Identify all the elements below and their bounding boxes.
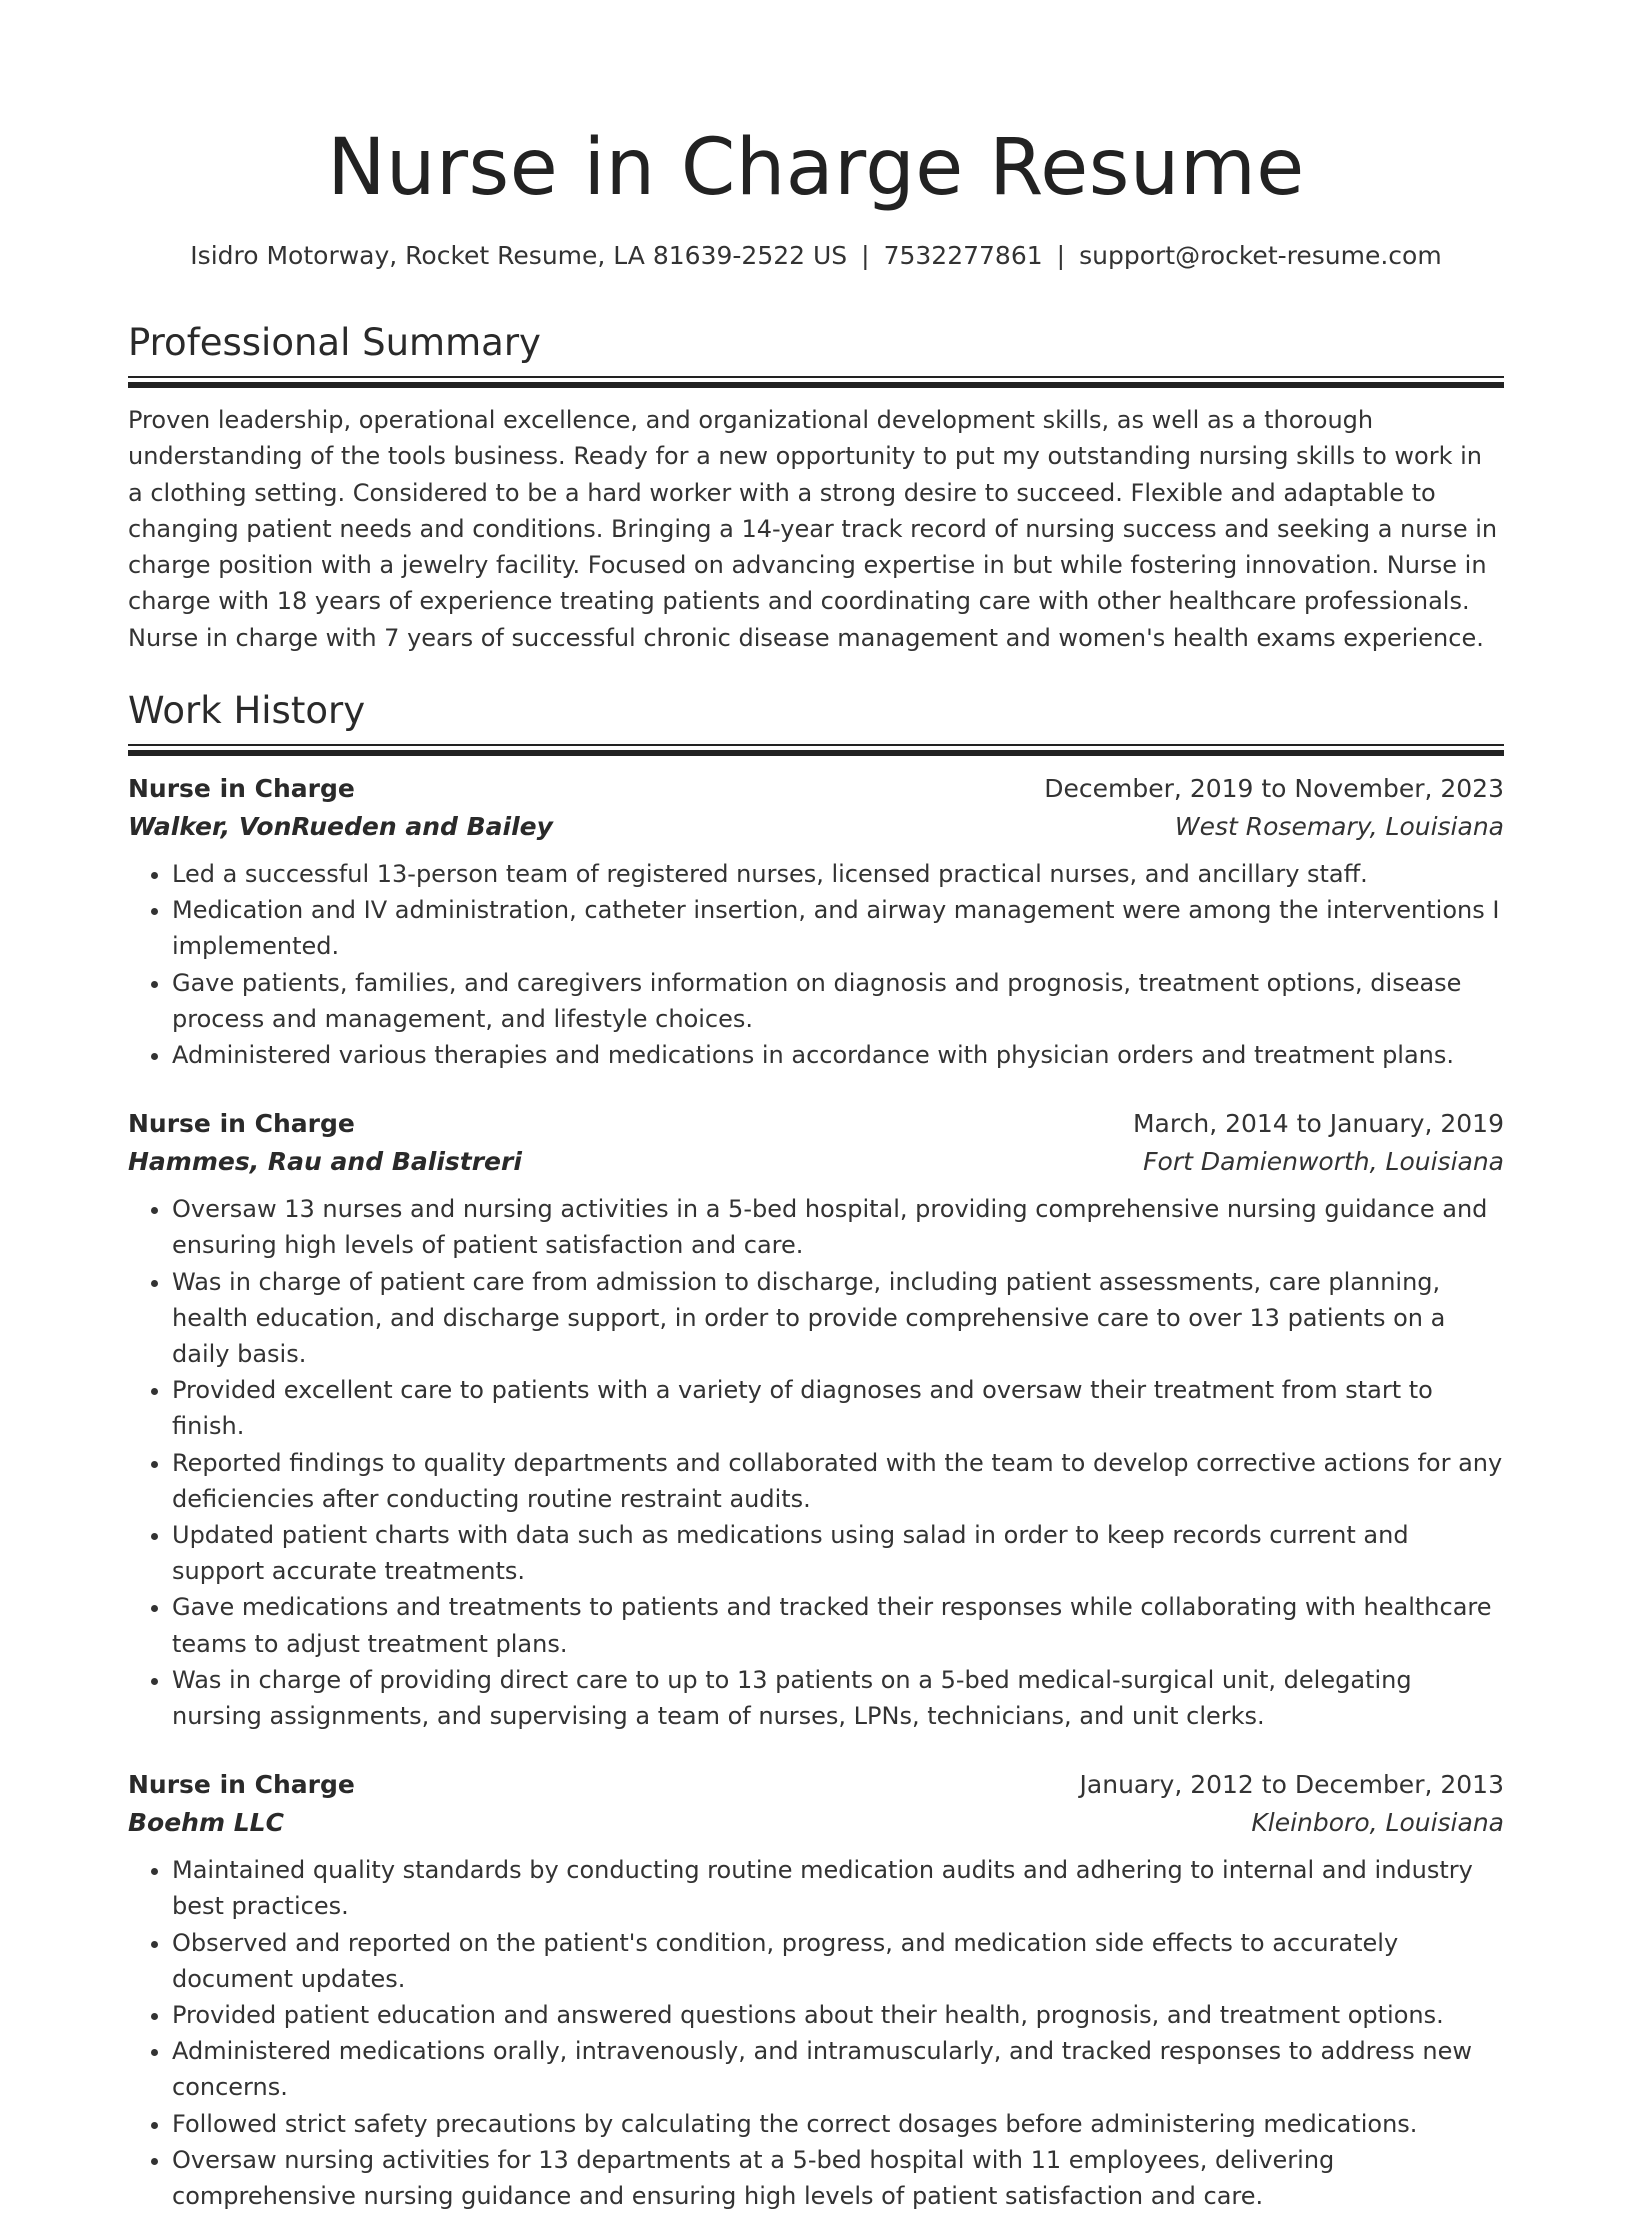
section-divider [128,376,1504,378]
section-title-summary: Professional Summary [128,321,541,364]
contact-email: support@rocket-resume.com [1079,241,1442,270]
section-divider [128,744,1504,746]
bullet-item: • Oversaw 13 nurses and nursing activities in a 5-bed hospital, providing comprehensive nursing guidance and ensuring high levels of patient satisfaction and care. [172,1191,1504,1263]
bullet-item: • Was in charge of providing direct care to up to 13 patients on a 5-bed medical-surgical unit, delegating nursing assignments, and supervising a team of nurses, LPNs, technicians, and unit clerks. [172,1662,1504,1734]
job-title: Nurse in Charge [128,1770,355,1800]
contact-separator: | [1056,241,1066,270]
section-divider-thick [128,382,1504,388]
section-title-work-history: Work History [128,689,366,732]
bullet-item: • Oversaw nursing activities for 13 departments at a 5-bed hospital with 11 employees, delivering comprehensive nursing guidance and ensuring high levels of patient satisfaction and care. [172,2142,1504,2214]
job-dates: January, 2012 to December, 2013 [1079,1770,1504,1800]
job-title: Nurse in Charge [128,774,355,803]
bullet-item: • Provided excellent care to patients with a variety of diagnoses and oversaw their treatment from start to finish. [172,1372,1504,1444]
bullet-item: • Provided patient education and answered questions about their health, prognosis, and treatment options. [172,1997,1504,2033]
bullet-item: • Led a successful 13-person team of registered nurses, licensed practical nurses, and ancillary staff. [172,856,1504,892]
bullet-item: • Reported findings to quality departments and collaborated with the team to develop corrective actions for any deficiencies after conducting routine restraint audits. [172,1445,1504,1517]
contact-separator: | [861,241,870,270]
company-name: Boehm LLC [128,1808,284,1838]
job-dates: December, 2019 to November, 2023 [1044,774,1504,803]
job-bullets [128,1191,1504,1734]
contact-phone: 7532277861 [883,241,1043,270]
contact-address: Isidro Motorway, Rocket Resume, LA 81639-2522 US [190,241,848,270]
job-location: Fort Damienworth, Louisiana [1143,1147,1504,1177]
page-title: Nurse in Charge Resume [327,123,1305,213]
professional-summary-section [128,318,1504,656]
job-bullets [128,1852,1504,2214]
job-entry [128,1766,1504,2214]
job-bullets [128,856,1504,1073]
bullet-item: • Administered medications orally, intravenously, and intramuscularly, and tracked responses to address new concerns. [172,2033,1504,2105]
job-title: Nurse in Charge [128,1109,355,1139]
bullet-item: • Administered various therapies and medications in accordance with physician orders and treatment plans. [172,1037,1504,1073]
summary-text: Proven leadership, operational excellence, and organizational development skills, as well as a thorough understanding of the tools business. Ready for a new opportunity to put my outstanding nursing skills to work in a clothing setting. Considered to be a hard worker with a strong desire to succeed. Flexible and adaptable to changing patient needs and conditions. Bringing a 14-year track record of nursing success and seeking a nurse in charge position with a jewelry facility. Focused on advancing expertise in but while fostering innovation. Nurse in charge with 18 years of experience treating patients and coordinating care with other healthcare professionals. Nurse in charge with 7 years of successful chronic disease management and women's health exams experience. [128,406,1498,652]
bullet-item: • Gave medications and treatments to patients and tracked their responses while collaborating with healthcare teams to adjust treatment plans. [172,1589,1504,1661]
work-history-section [128,686,1504,2214]
job-location: Kleinboro, Louisiana [1251,1808,1504,1838]
bullet-item: • Updated patient charts with data such as medications using salad in order to keep records current and support accurate treatments. [172,1517,1504,1589]
job-entry [128,1105,1504,1734]
bullet-item: • Followed strict safety precautions by calculating the correct dosages before administering medications. [172,2106,1504,2142]
bullet-item: • Gave patients, families, and caregivers information on diagnosis and prognosis, treatment options, disease process and management, and lifestyle choices. [172,965,1504,1037]
company-name: Walker, VonRueden and Bailey [128,812,553,841]
job-dates: March, 2014 to January, 2019 [1132,1109,1504,1139]
bullet-item: • Maintained quality standards by conducting routine medication audits and adhering to internal and industry best practices. [172,1852,1504,1924]
bullet-item: • Medication and IV administration, catheter insertion, and airway management were among the interventions I implemented. [172,892,1504,964]
company-name: Hammes, Rau and Balistreri [128,1147,522,1177]
contact-line [128,238,1504,274]
job-location: West Rosemary, Louisiana [1174,812,1504,841]
section-divider-thick [128,750,1504,756]
bullet-item: • Observed and reported on the patient's condition, progress, and medication side effects to accurately document updates. [172,1925,1504,1997]
bullet-item: • Was in charge of patient care from admission to discharge, including patient assessments, care planning, health education, and discharge support, in order to provide comprehensive care to over 13 patients on a daily basis. [172,1264,1504,1373]
job-entry [128,770,1504,1073]
